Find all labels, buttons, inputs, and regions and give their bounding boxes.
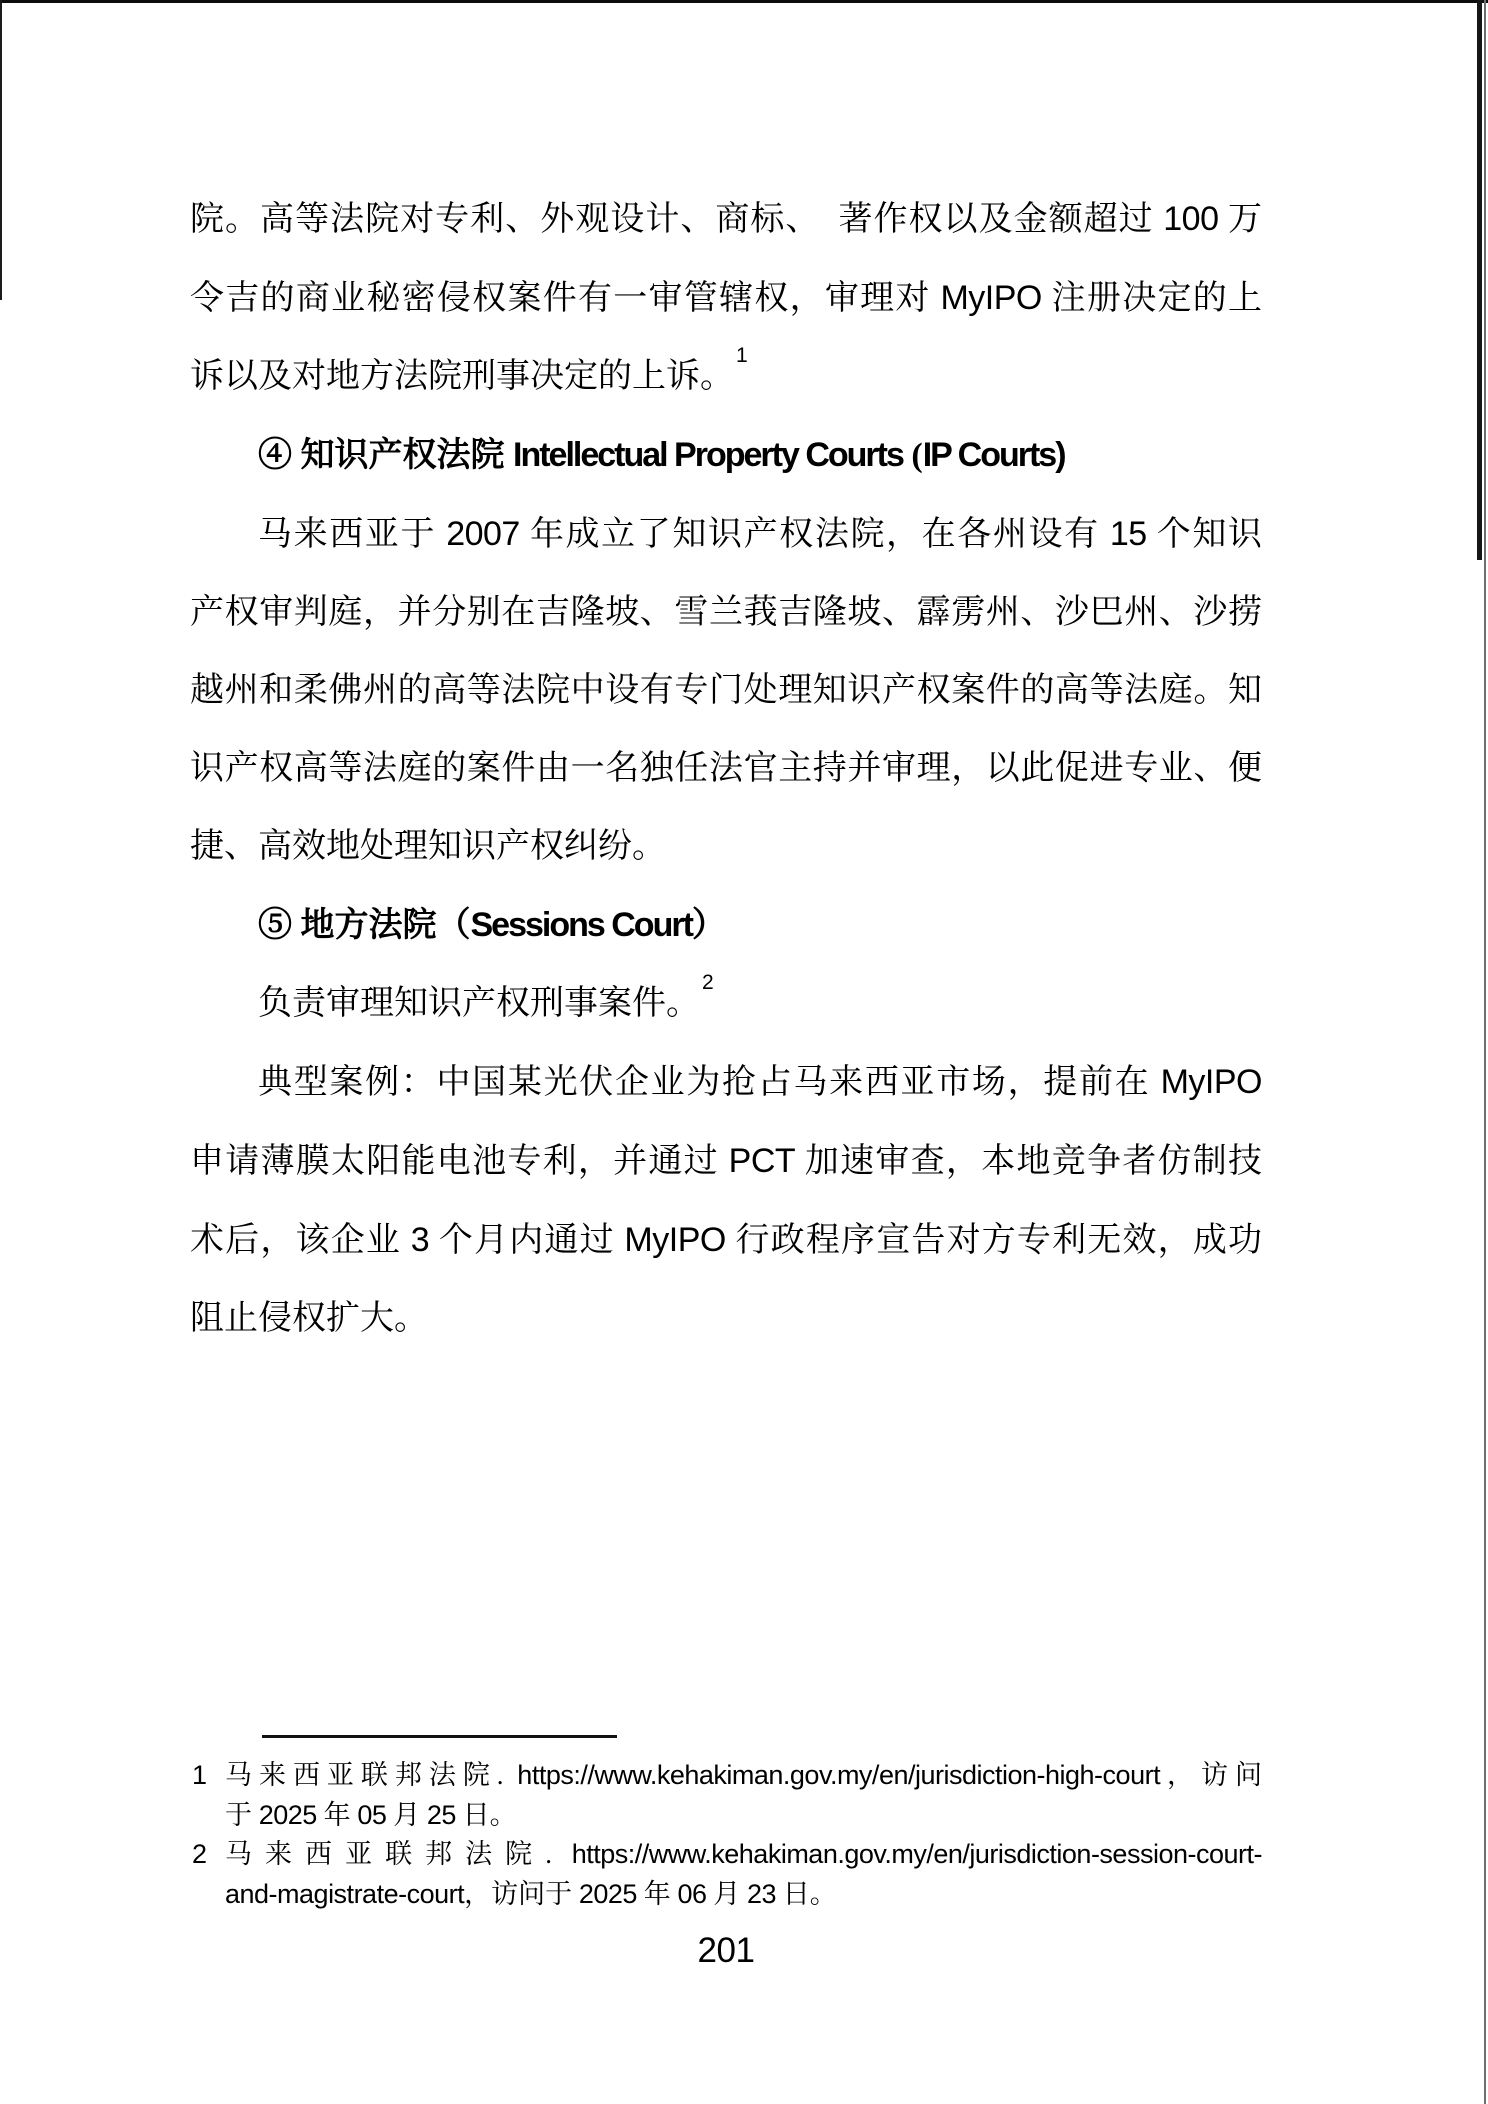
- latin-text: MyIPO: [624, 1221, 726, 1259]
- body-line: 马来西亚于 2007 年成立了知识产权法院，在各州设有 15 个知识: [258, 515, 1263, 553]
- body-line: 捷、高效地处理知识产权纠纷。: [190, 828, 666, 865]
- body-line: 产权审判庭，并分别在吉隆坡、雪兰莪吉隆坡、霹雳州、沙巴州、沙捞: [190, 594, 1262, 631]
- footnote-line: 1 马来西亚联邦法院. https://www.kehakiman.gov.my/en/jurisdiction-high-court，访问: [190, 1756, 1262, 1796]
- section-heading: ④ 知识产权法院 Intellectual Property Courts (IP Courts): [258, 436, 1065, 474]
- latin-text: MyIPO: [1160, 1063, 1262, 1101]
- latin-text: 06: [677, 1878, 707, 1909]
- latin-text: https://www.kehakiman.gov.my/en/jurisdiction-high-court: [517, 1760, 1161, 1790]
- latin-text: 2: [192, 1839, 207, 1869]
- footnote-ref: [702, 971, 713, 994]
- body-line: 识产权高等法庭的案件由一名独任法官主持并审理，以此促进专业、便: [190, 750, 1262, 787]
- body-line: 院。高等法院对专利、外观设计、商标、 著作权以及金额超过 100 万: [190, 200, 1263, 238]
- section-heading: ⑤ 地方法院（Sessions Court）: [258, 906, 726, 944]
- body-text: [190, 180, 1262, 1358]
- footnote-marker: [192, 1835, 207, 1875]
- footnote-marker: [192, 1756, 207, 1796]
- latin-text: 201: [697, 1931, 755, 1970]
- body-line: 越州和柔佛州的高等法院中设有专门处理知识产权案件的高等法庭。知: [190, 672, 1262, 709]
- scan-edge-right: [1484, 0, 1486, 2104]
- footnote-line: 于 2025 年 05 月 25 日。: [225, 1799, 517, 1830]
- latin-text: 2007: [446, 515, 520, 553]
- latin-text: and-magistrate-court: [225, 1878, 465, 1909]
- footnote-separator: [262, 1735, 617, 1738]
- latin-text: 100: [1163, 200, 1219, 238]
- body-line: 阻止侵权扩大。: [190, 1300, 428, 1337]
- latin-text: 1: [192, 1760, 207, 1790]
- page-number: [190, 1931, 1262, 1971]
- scan-edge-right-dark: [1477, 0, 1482, 560]
- latin-text: PCT: [728, 1142, 796, 1180]
- latin-text: 23: [746, 1878, 777, 1909]
- footnote-line: 2 马来西亚联邦法院. https://www.kehakiman.gov.my/en/jurisdiction-session-court-: [190, 1835, 1262, 1875]
- scan-edge-top: [0, 0, 1488, 3]
- latin-text: 15: [1109, 515, 1147, 553]
- body-line: 负责审理知识产权刑事案件。$^2$: [258, 970, 714, 1022]
- latin-text: 2: [702, 970, 714, 994]
- footnote-ref: [736, 344, 747, 367]
- latin-text: 1: [736, 343, 748, 367]
- latin-text: 2025: [578, 1878, 637, 1909]
- latin-text: 2025: [258, 1799, 317, 1830]
- latin-text: Sessions Court: [470, 906, 692, 944]
- footnote-line: and-magistrate-court，访问于 2025 年 06 月 23 日。: [225, 1878, 837, 1909]
- body-line: 术后，该企业 3 个月内通过 MyIPO 行政程序宣告对方专利无效，成功: [190, 1221, 1263, 1259]
- latin-text: Intellectual Property Courts: [513, 436, 903, 474]
- body-line: 诉以及对地方法院刑事决定的上诉。$^1$: [190, 343, 748, 395]
- latin-text: https://www.kehakiman.gov.my/en/jurisdiction-session-court-: [571, 1839, 1262, 1869]
- latin-text: IP Courts): [922, 436, 1065, 474]
- body-line: 典型案例：中国某光伏企业为抢占马来西亚市场，提前在 MyIPO: [258, 1063, 1262, 1101]
- body-line: 令吉的商业秘密侵权案件有一审管辖权，审理对 MyIPO 注册决定的上: [190, 279, 1263, 317]
- latin-text: 25: [426, 1799, 456, 1830]
- latin-text: 3: [410, 1221, 430, 1259]
- scan-edge-left: [0, 0, 2, 300]
- latin-text: 05: [357, 1799, 387, 1830]
- latin-text: MyIPO: [940, 279, 1042, 317]
- footnotes: [190, 1756, 1262, 1914]
- body-line: 申请薄膜太阳能电池专利，并通过 PCT 加速审查，本地竞争者仿制技: [190, 1142, 1263, 1180]
